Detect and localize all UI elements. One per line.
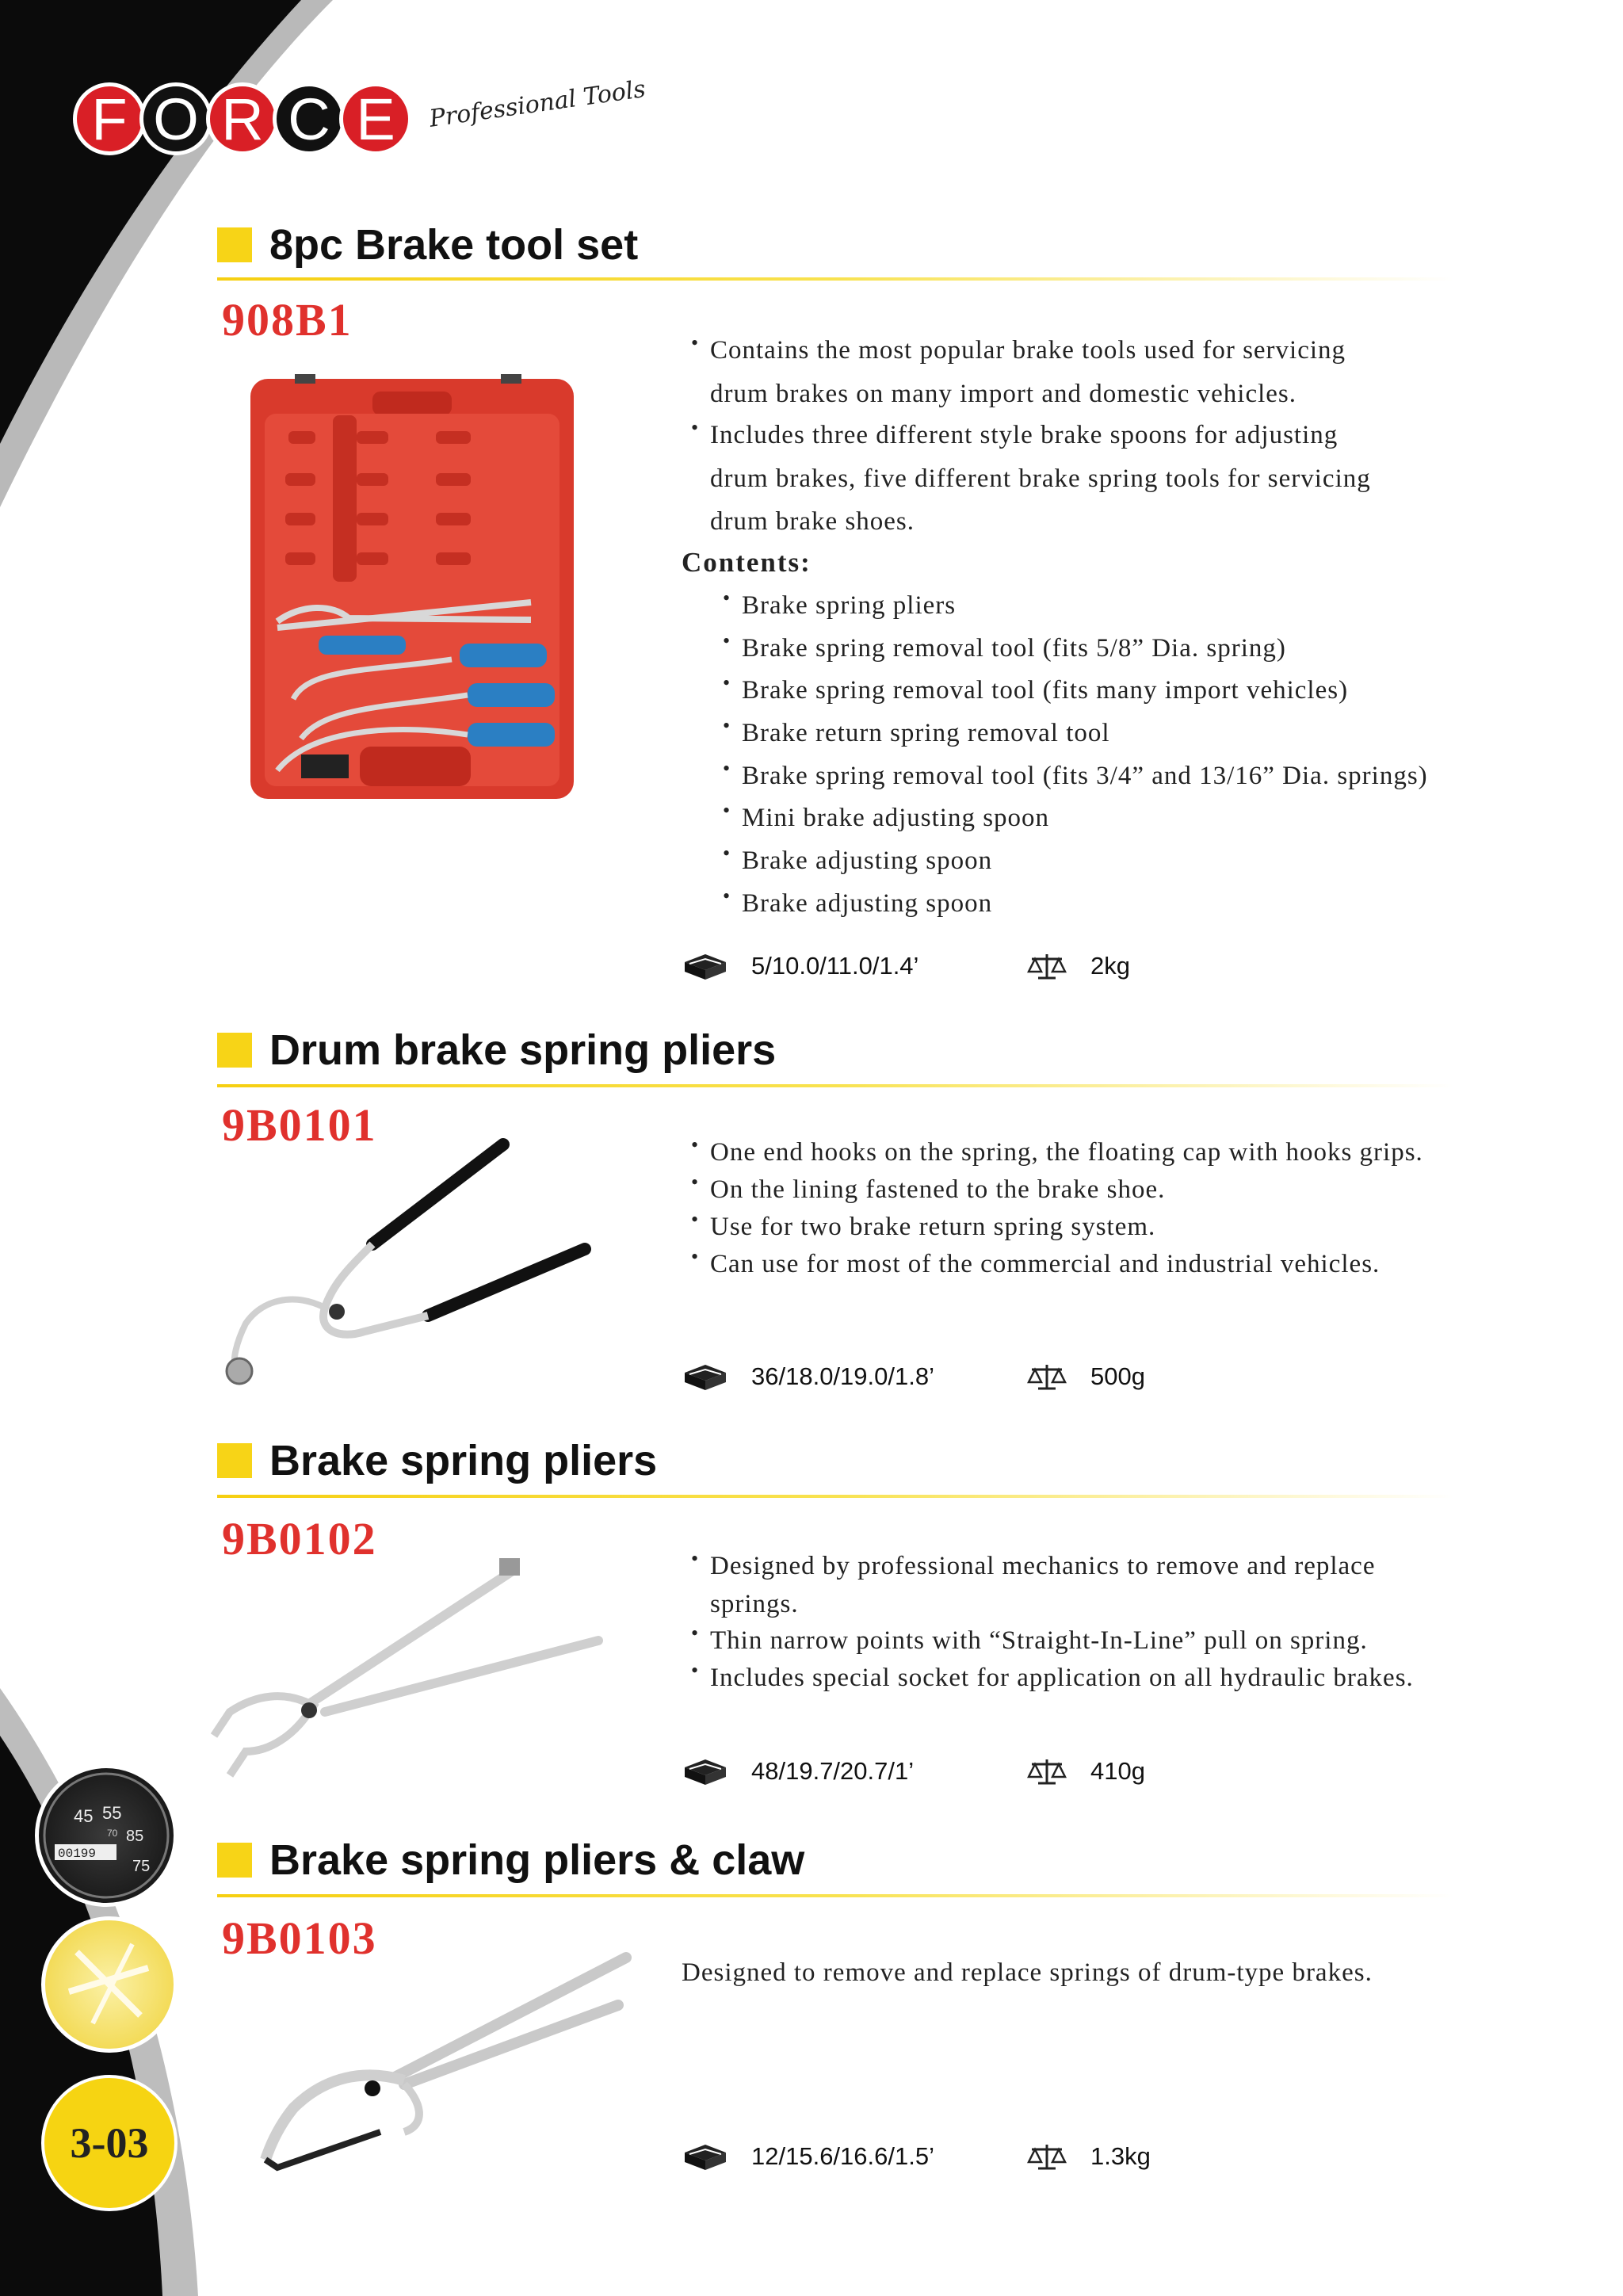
section-marker	[217, 1443, 252, 1478]
odometer-readout: 00199	[58, 1847, 97, 1861]
product-code: 908B1	[222, 294, 353, 346]
feature-text: springs.	[710, 1590, 799, 1618]
logo-letter: C	[273, 82, 346, 155]
speedometer-label: 45	[74, 1806, 94, 1826]
package-spec: 5/10.0/11.0/1.4’	[683, 951, 918, 981]
section-rule	[217, 1894, 1453, 1897]
feature-bullet: • On the lining fastened to the brake shoe.	[710, 1175, 1165, 1205]
feature-bullet: • Use for two brake return spring system.	[710, 1213, 1155, 1242]
speedometer-label: 85	[126, 1828, 144, 1845]
feature-bullet: • Includes special socket for application on all hydraulic brakes.	[710, 1664, 1414, 1693]
feature-bullet: • Can use for most of the commercial and industrial vehicles.	[710, 1250, 1380, 1279]
weight-spec: 2kg	[1027, 951, 1130, 981]
logo-letter: O	[139, 82, 212, 155]
speedometer-label: 55	[102, 1803, 122, 1823]
tools-thumbnail	[41, 1916, 178, 2053]
brake-tool-set-image	[246, 366, 579, 804]
section-title: 8pc Brake tool set	[217, 220, 638, 269]
weight-spec: 1.3kg	[1027, 2141, 1151, 2172]
speedometer-thumbnail	[35, 1764, 178, 1907]
contents-item: • Brake spring pliers	[742, 591, 956, 621]
speedometer-label: 70	[107, 1828, 118, 1839]
section-rule	[217, 277, 1453, 281]
contents-item: • Brake return spring removal tool	[742, 719, 1110, 748]
contents-item: • Brake adjusting spoon	[742, 846, 992, 876]
drum-brake-pliers-image	[206, 1133, 602, 1395]
product-code: 9B0102	[222, 1513, 377, 1564]
package-spec: 36/18.0/19.0/1.8’	[683, 1362, 934, 1392]
section-marker	[217, 1033, 252, 1068]
contents-item: • Brake spring removal tool (fits many import vehicles)	[742, 676, 1348, 705]
feature-bullet: • Contains the most popular brake tools used for servicing	[710, 336, 1346, 365]
product-description: Designed to remove and replace springs of drum-type brakes.	[682, 1958, 1373, 1987]
feature-text: drum brake shoes.	[710, 507, 915, 536]
scale-icon	[1027, 1362, 1067, 1392]
section-rule	[217, 1495, 1453, 1498]
section-title: Brake spring pliers	[217, 1436, 657, 1485]
brake-spring-pliers-image	[190, 1553, 618, 1791]
feature-bullet: • Includes three different style brake spoons for adjusting	[710, 421, 1338, 450]
force-logo	[73, 74, 647, 157]
weight-spec: 500g	[1027, 1362, 1145, 1392]
logo-letter: R	[206, 82, 279, 155]
package-spec: 48/19.7/20.7/1’	[683, 1756, 914, 1786]
box-icon	[683, 1362, 727, 1392]
scale-icon	[1027, 1756, 1067, 1786]
logo-letter: E	[339, 82, 412, 155]
weight-spec: 410g	[1027, 1756, 1145, 1786]
logo-letter: F	[73, 82, 146, 155]
feature-bullet: • Thin narrow points with “Straight-In-Line” pull on spring.	[710, 1626, 1368, 1656]
feature-bullet: • Designed by professional mechanics to remove and replace	[710, 1552, 1375, 1581]
contents-heading: Contents:	[682, 547, 812, 578]
section-title: Drum brake spring pliers	[217, 1026, 776, 1075]
feature-text: drum brakes, five different brake spring tools for servicing	[710, 464, 1371, 493]
speedometer-label: 75	[132, 1858, 151, 1875]
feature-text: drum brakes on many import and domestic vehicles.	[710, 380, 1297, 408]
section-marker	[217, 227, 252, 262]
package-spec: 12/15.6/16.6/1.5’	[683, 2141, 934, 2172]
contents-item: • Mini brake adjusting spoon	[742, 804, 1049, 833]
box-icon	[683, 1756, 727, 1786]
section-title: Brake spring pliers & claw	[217, 1836, 804, 1885]
product-code: 9B0103	[222, 1912, 377, 1964]
scale-icon	[1027, 951, 1067, 981]
logo-tagline: Professional Tools	[427, 74, 647, 133]
box-icon	[683, 2141, 727, 2172]
box-icon	[683, 951, 727, 981]
brake-spring-pliers-claw-image	[246, 1942, 642, 2179]
contents-item: • Brake spring removal tool (fits 3/4” and 13/16” Dia. springs)	[742, 762, 1428, 791]
page-number: 3-03	[41, 2075, 178, 2211]
contents-item: • Brake adjusting spoon	[742, 889, 992, 919]
feature-bullet: • One end hooks on the spring, the floating cap with hooks grips.	[710, 1138, 1423, 1167]
section-marker	[217, 1843, 252, 1878]
scale-icon	[1027, 2141, 1067, 2172]
product-code: 9B0101	[222, 1099, 377, 1151]
section-rule	[217, 1084, 1453, 1087]
contents-item: • Brake spring removal tool (fits 5/8” Dia. spring)	[742, 634, 1286, 663]
